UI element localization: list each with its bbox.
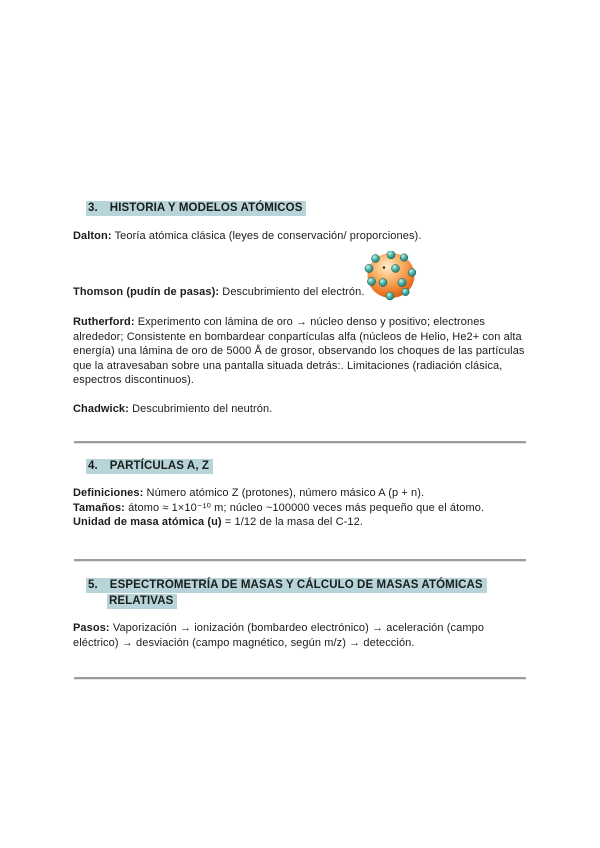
pasos-text: Vaporización → ionización (bombardeo electrónico) → aceleración (campo eléctrico) → desviación (campo magnético, según m/z) → detección.: [73, 622, 485, 649]
section-3-number: 3.: [88, 202, 98, 214]
section-4-heading-highlight: [86, 459, 213, 474]
section-4-number: 4.: [88, 460, 98, 472]
paragraph-definitions: [73, 486, 533, 530]
section-divider: [74, 441, 526, 444]
thomson-label: Thomson (pudín de pasas):: [73, 286, 220, 298]
dalton-text: Teoría atómica clásica (leyes de conservación/ proporciones).: [114, 230, 422, 242]
tamanos-label: Tamaños:: [73, 501, 125, 514]
pasos-label: Pasos:: [73, 622, 110, 634]
section-5-number: 5.: [88, 579, 98, 591]
thomson-text: Descubrimiento del electrón.: [222, 286, 365, 298]
section-5-title-line2: RELATIVAS: [109, 595, 174, 607]
paragraph-thomson: [73, 285, 373, 300]
section-divider: [74, 559, 526, 562]
section-3-title: HISTORIA Y MODELOS ATÓMICOS: [109, 202, 303, 214]
tamanos-line: [73, 501, 533, 516]
definiciones-label: Definiciones:: [73, 487, 144, 499]
section-5-title-line1: ESPECTROMETRÍA DE MASAS Y CÁLCULO DE MASAS ATÓMICAS: [109, 579, 483, 591]
paragraph-rutherford: [73, 315, 531, 388]
definiciones-line: [73, 486, 533, 501]
section-3-heading: [86, 201, 306, 216]
paragraph-dalton: [73, 229, 531, 244]
tamanos-text: átomo ≈ 1×10⁻¹⁰ m; núcleo ~100000 veces más pequeño que el átomo.: [128, 501, 485, 514]
unidad-text: = 1/12 de la masa del C-12.: [224, 516, 364, 529]
section-3-heading-highlight: [86, 201, 306, 216]
rutherford-text: Experimento con lámina de oro → núcleo denso y positivo; electrones alrededor; Consistente en bombardear conpartículas alfa (núcleos de Helio, He2+ con alta energía) una lámina de oro de 5000 Å de grosor, observando los choques de las partículas que la atravesaban sobre una pantalla situada detrás:. Limitaciones (radiación clásica, espectros discontinuos).: [73, 316, 525, 387]
unidad-line: [73, 515, 533, 530]
definiciones-text: Número atómico Z (protones), número másico A (p + n).: [146, 487, 425, 499]
chadwick-label: Chadwick:: [73, 403, 129, 415]
paragraph-chadwick: [73, 402, 531, 417]
paragraph-pasos: [73, 621, 531, 650]
section-4-title: PARTÍCULAS A, Z: [109, 460, 210, 472]
rutherford-label: Rutherford:: [73, 316, 135, 328]
section-5-heading-line2-highlight: [107, 594, 177, 609]
dalton-label: Dalton:: [73, 230, 112, 242]
chadwick-text: Descubrimiento del neutrón.: [132, 403, 273, 415]
section-5-heading-line1-highlight: [86, 578, 487, 593]
section-5-heading: [86, 578, 496, 609]
section-4-heading: [86, 459, 213, 474]
section-divider: [74, 677, 526, 680]
unidad-label: Unidad de masa atómica (u): [73, 516, 222, 529]
atom-center-dot: [383, 266, 386, 269]
